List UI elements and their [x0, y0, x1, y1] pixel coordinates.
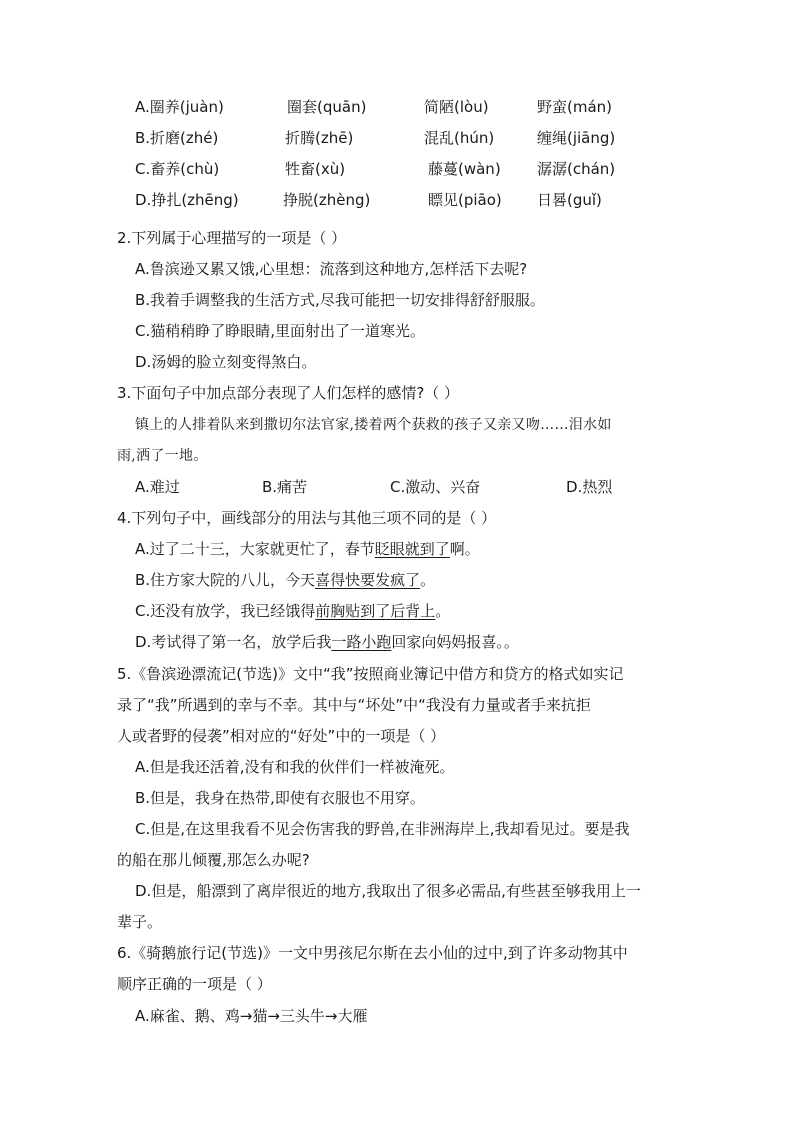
question-5-option-c-line-1: C.但是,在这里我看不见会伤害我的野兽,在非洲海岸上,我却看见过。要是我 — [135, 820, 630, 838]
option-text: C.还没有放学，我已经饿得 — [135, 602, 316, 620]
option-a-word-3: 简陋(lòu) — [424, 98, 489, 116]
question-2-option-d: D.汤姆的脸立刻变得煞白。 — [135, 353, 317, 371]
question-5-option-b: B.但是，我身在热带,即使有衣服也不用穿。 — [135, 789, 425, 807]
question-3-stem: 3.下面句子中加点部分表现了人们怎样的感情?（ ） — [117, 384, 460, 402]
option-c-word-2: 牲畜(xù) — [285, 160, 346, 178]
underlined-phrase: 眨眼就到了 — [374, 540, 450, 558]
question-4-option-b — [135, 570, 435, 590]
question-3-option-b: B.痛苦 — [262, 478, 308, 496]
option-b-word-4: 缠绳(jiāng) — [537, 129, 616, 147]
question-3-option-a: A.难过 — [135, 478, 180, 496]
question-3-quote-line-2: 雨,洒了一地。 — [117, 448, 208, 464]
option-text: 。 — [420, 571, 436, 589]
option-d-word-1: D.挣扎(zhēng) — [135, 191, 239, 209]
option-c-word-3: 藤蔓(wàn) — [428, 160, 501, 178]
question-3-quote-line-1: 镇上的人排着队来到撒切尔法官家,搂着两个获救的孩子又亲又吻……泪水如 — [135, 417, 612, 433]
question-2-option-b: B.我着手调整我的生活方式,尽我可能把一切安排得舒舒服服。 — [135, 291, 545, 309]
question-4-option-c — [135, 601, 450, 621]
question-3-option-c: C.激动、兴奋 — [390, 478, 481, 496]
option-a-word-4: 野蛮(mán) — [537, 98, 613, 116]
question-2-option-c: C.猫稍稍睁了睁眼睛,里面射出了一道寒光。 — [135, 322, 426, 340]
question-6-stem-line-2: 顺序正确的一项是（ ） — [117, 975, 272, 993]
option-b-word-3: 混乱(hún) — [424, 129, 495, 147]
question-5-option-a: A.但是我还活着,没有和我的伙伴们一样被淹死。 — [135, 758, 455, 776]
question-6-stem-line-1: 6.《骑鹅旅行记(节选)》一文中男孩尼尔斯在去小仙的过中,到了许多动物其中 — [117, 944, 628, 962]
option-text: D.考试得了第一名，放学后我 — [135, 633, 332, 651]
option-d-word-3: 瞟见(piāo) — [428, 191, 502, 209]
option-b-word-1: B.折磨(zhé) — [135, 129, 219, 147]
option-a-word-2: 圈套(quān) — [287, 98, 367, 116]
question-5-option-d-line-1: D.但是，船漂到了离岸很近的地方,我取出了很多必需品,有些甚至够我用上一 — [135, 882, 641, 900]
question-3-option-d: D.热烈 — [566, 478, 613, 496]
option-text: 啊。 — [449, 540, 480, 558]
option-c-word-1: C.畜养(chù) — [135, 160, 220, 178]
question-2-stem: 2.下列属于心理描写的一项是（ ） — [117, 229, 347, 247]
question-5-option-c-line-2: 的船在那儿倾覆,那怎么办呢? — [117, 851, 310, 869]
question-5-stem-line-3: 人或者野的侵袭”相对应的“好处”中的一项是（ ） — [117, 727, 446, 745]
question-6-option-a: A.麻雀、鹅、鸡→猫→三头牛→大雁 — [135, 1007, 368, 1025]
question-2-option-a: A.鲁滨逊又累又饿,心里想：流落到这种地方,怎样活下去呢? — [135, 260, 528, 278]
question-5-stem-line-1: 5.《鲁滨逊漂流记(节选)》文中“我”按照商业簿记中借方和贷方的格式如实记 — [117, 665, 624, 683]
question-5-stem-line-2: 录了“我”所遇到的幸与不幸。其中与“坏处”中“我没有力量或者手来抗拒 — [117, 696, 591, 714]
question-4-stem: 4.下列句子中，画线部分的用法与其他三项不同的是（ ） — [117, 509, 497, 527]
option-c-word-4: 潺潺(chán) — [537, 160, 616, 178]
option-d-word-4: 日晷(guǐ) — [537, 191, 602, 209]
underlined-phrase: 一路小跑 — [331, 633, 392, 651]
underlined-phrase: 喜得快要发疯了 — [315, 571, 421, 589]
option-text: B.住方家大院的八儿，今天 — [135, 571, 316, 589]
option-text: A.过了二十三，大家就更忙了，春节 — [135, 540, 375, 558]
option-d-word-2: 挣脱(zhèng) — [283, 191, 371, 209]
question-5-option-d-line-2: 辈子。 — [117, 913, 163, 931]
option-b-word-2: 折腾(zhē) — [285, 129, 354, 147]
question-4-option-a — [135, 539, 480, 559]
underlined-phrase: 前胸贴到了后背上 — [315, 602, 436, 620]
option-a-word-1: A.圈养(juàn) — [135, 98, 224, 116]
option-text: 回家向妈妈报喜。。 — [391, 633, 519, 651]
question-4-option-d — [135, 632, 519, 652]
option-text: 。 — [435, 602, 451, 620]
